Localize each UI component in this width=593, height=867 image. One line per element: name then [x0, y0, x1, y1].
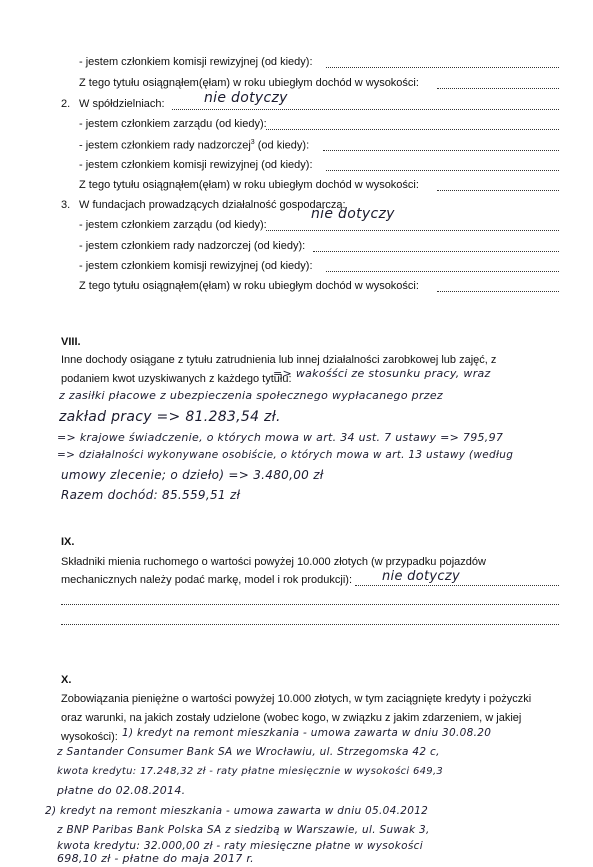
item3-number: 3.	[61, 199, 71, 211]
item2-handwritten-answer: nie dotyczy	[204, 90, 288, 106]
hw-line: => wakośści ze stosunku pracy, wraz	[273, 367, 491, 380]
answer-line	[266, 230, 559, 231]
hw-line: z zasiłki płacowe z ubezpieczenia społecznego wypłacanego przez	[59, 389, 443, 402]
income-label-3: Z tego tytułu osiągnąłem(ęłam) w roku ubiegłym dochód w wysokości:	[79, 280, 419, 292]
answer-line	[437, 291, 559, 292]
income-label-1: Z tego tytułu osiągnąłem(ęłam) w roku ubiegłym dochód w wysokości:	[79, 77, 419, 89]
section9-text-2: mechanicznych należy podać markę, model i rok produkcji):	[61, 574, 353, 586]
answer-line	[355, 585, 559, 586]
rewiz-label: - jestem członkiem komisji rewizyjnej (od kiedy):	[79, 159, 313, 171]
item3-label: W fundacjach prowadzących działalność gospodarczą:	[79, 199, 346, 211]
hw-line: => krajowe świadczenie, o których mowa w art. 34 ust. 7 ustawy => 795,97	[57, 431, 504, 444]
hw-line: 2) kredyt na remont mieszkania - umowa zawarta w dniu 05.04.2012	[45, 805, 429, 817]
hw-line: Razem dochód: 85.559,51 zł	[61, 488, 241, 502]
rada-nadzorcza-label: - jestem członkiem rady nadzorczej$^3$ (od kiedy):	[79, 139, 310, 152]
hw-line: zakład pracy => 81.283,54 zł.	[59, 409, 281, 425]
section10-text-3: wysokości):	[61, 731, 118, 743]
rada-label: - jestem członkiem rady nadzorczej (od kiedy):	[79, 240, 306, 252]
hw-line: kwota kredytu: 17.248,32 zł - raty płatne miesięcznie w wysokości 649,3	[57, 766, 444, 777]
item3-handwritten-answer: nie dotyczy	[311, 206, 395, 222]
section9-handwritten-answer: nie dotyczy	[382, 569, 460, 584]
hw-line: 1) kredyt na remont mieszkania - umowa zawarta w dniu 30.08.20	[122, 727, 492, 739]
answer-line	[437, 88, 559, 89]
section10-text-2: oraz warunki, na jakich zostały udzielone (wobec kogo, w związku z jakim zdarzeniem, w jakiej	[61, 712, 522, 724]
section8-text-2: podaniem kwot uzyskiwanych z każdego tytułu:	[61, 373, 292, 385]
rewiz-label: - jestem członkiem komisji rewizyjnej (od kiedy):	[79, 260, 313, 272]
answer-line	[172, 109, 559, 110]
zarzad-label: - jestem członkiem zarządu (od kiedy):	[79, 118, 267, 130]
hw-line: płatne do 02.08.2014.	[57, 784, 186, 797]
footnote-mark: 3	[250, 139, 255, 146]
answer-line	[61, 624, 559, 625]
section9-text-1: Składniki mienia ruchomego o wartości powyżej 10.000 złotych (w przypadku pojazdów	[61, 556, 486, 568]
hw-line: umowy zlecenie; o dzieło) => 3.480,00 zł	[61, 468, 324, 482]
section8-heading: VIII.	[61, 336, 81, 348]
hw-line: z BNP Paribas Bank Polska SA z siedzibą w Warszawie, ul. Suwak 3,	[57, 824, 430, 836]
bullet-rewiz-top: - jestem członkiem komisji rewizyjnej (od kiedy):	[79, 56, 313, 68]
item2-number: 2.	[61, 98, 71, 110]
answer-line	[61, 604, 559, 605]
answer-line	[323, 150, 559, 151]
section9-heading: IX.	[61, 536, 75, 548]
item2-label: W spółdzielniach:	[79, 98, 165, 110]
zarzad-label: - jestem członkiem zarządu (od kiedy):	[79, 219, 267, 231]
answer-line	[326, 170, 559, 171]
answer-line	[326, 271, 559, 272]
hw-line: => działalności wykonywane osobiście, o których mowa w art. 13 ustawy (według	[57, 449, 514, 461]
hw-line: 698,10 zł - płatne do maja 2017 r.	[57, 852, 254, 865]
answer-line	[313, 251, 559, 252]
section10-heading: X.	[61, 674, 72, 686]
answer-line	[326, 67, 559, 68]
section8-text-1: Inne dochody osiągane z tytułu zatrudnienia lub innej działalności zarobkowej lub zajęć, z	[61, 354, 497, 366]
income-label-2: Z tego tytułu osiągnąłem(ęłam) w roku ubiegłym dochód w wysokości:	[79, 179, 419, 191]
answer-line	[437, 190, 559, 191]
hw-line: z Santander Consumer Bank SA we Wrocławiu, ul. Strzegomska 42 c,	[57, 746, 440, 758]
answer-line	[266, 129, 559, 130]
section10-text-1: Zobowiązania pieniężne o wartości powyżej 10.000 złotych, w tym zaciągnięte kredyty i pożyczki	[61, 693, 532, 705]
hw-line: kwota kredytu: 32.000,00 zł - raty miesięczne płatne w wysokości	[57, 840, 423, 852]
